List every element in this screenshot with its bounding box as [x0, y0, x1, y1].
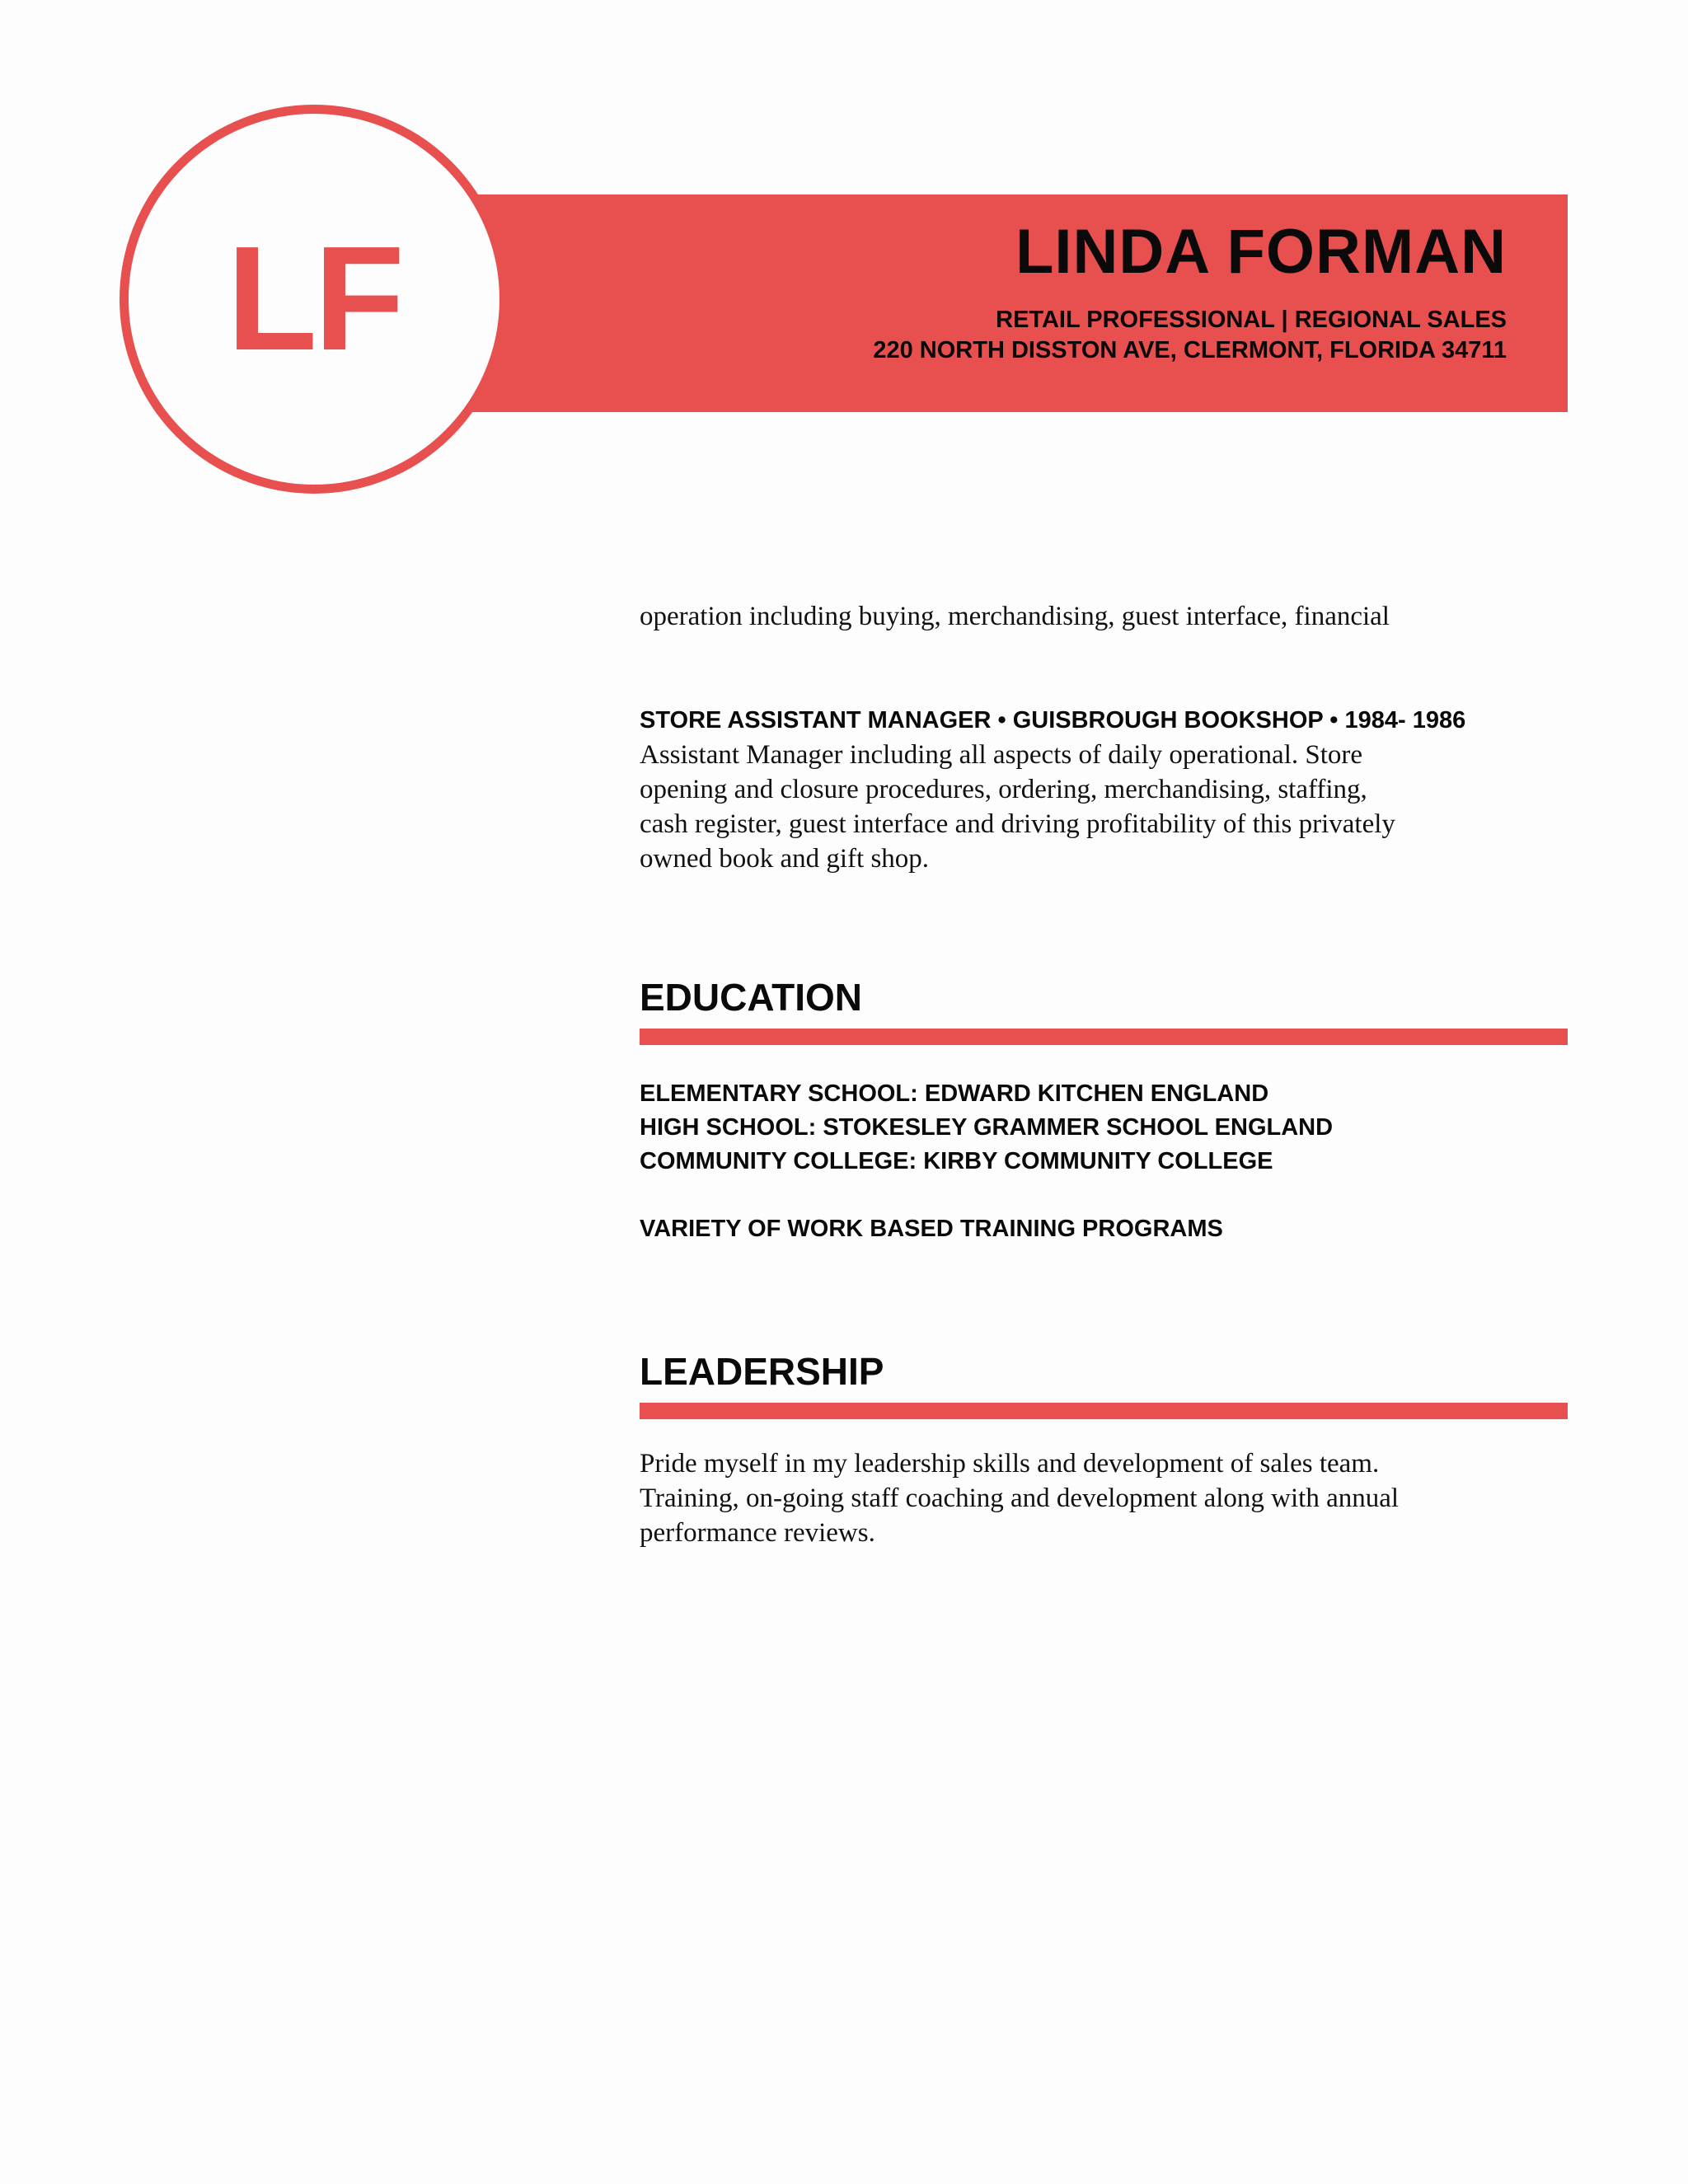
monogram-initials: LF: [227, 216, 401, 382]
monogram-circle: [120, 105, 509, 494]
candidate-name: LINDA FORMAN: [1015, 217, 1507, 287]
job-description-line: owned book and gift shop.: [640, 844, 930, 874]
education-extra: VARIETY OF WORK BASED TRAINING PROGRAMS: [640, 1216, 1223, 1242]
education-section: [640, 976, 1568, 1019]
leadership-text: [640, 1446, 1568, 1550]
candidate-address: 220 NORTH DISSTON AVE, CLERMONT, FLORIDA 34711: [873, 337, 1507, 363]
leadership-rule: [640, 1403, 1568, 1419]
education-rule: [640, 1029, 1568, 1045]
job-description-line: opening and closure procedures, ordering, merchandising, staffing,: [640, 775, 1367, 804]
job-description-line: Assistant Manager including all aspects of daily operational. Store: [640, 740, 1363, 770]
experience-section: [640, 599, 1568, 634]
candidate-tagline: RETAIL PROFESSIONAL | REGIONAL SALES: [996, 307, 1507, 333]
education-item: COMMUNITY COLLEGE: KIRBY COMMUNITY COLLEGE: [640, 1148, 1273, 1174]
education-heading: EDUCATION: [640, 976, 863, 1019]
leadership-line: Pride myself in my leadership skills and development of sales team.: [640, 1449, 1380, 1479]
education-item: ELEMENTARY SCHOOL: EDWARD KITCHEN ENGLAND: [640, 1080, 1269, 1107]
leadership-section: [640, 1350, 1568, 1393]
experience-continued-text: operation including buying, merchandising, guest interface, financial: [640, 602, 1390, 631]
education-list: [640, 1077, 1568, 1246]
job-description-line: cash register, guest interface and driving profitability of this privately: [640, 809, 1395, 839]
job-entry: [640, 703, 1568, 876]
leadership-line: performance reviews.: [640, 1518, 875, 1548]
education-item: HIGH SCHOOL: STOKESLEY GRAMMER SCHOOL ENGLAND: [640, 1114, 1334, 1141]
leadership-line: Training, on-going staff coaching and development along with annual: [640, 1483, 1400, 1513]
job-title: STORE ASSISTANT MANAGER • GUISBROUGH BOOKSHOP • 1984- 1986: [640, 707, 1466, 733]
leadership-heading: LEADERSHIP: [640, 1350, 884, 1393]
